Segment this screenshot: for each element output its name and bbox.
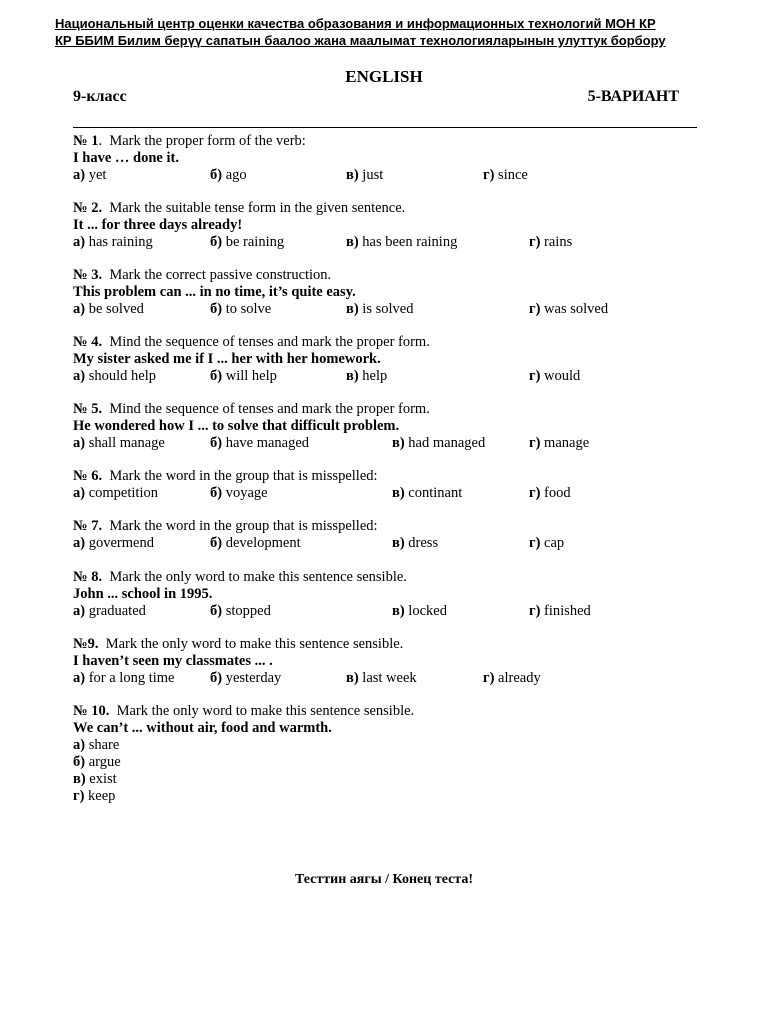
- option-d[interactable]: г) was solved: [529, 301, 609, 317]
- option-c[interactable]: в) is solved: [346, 301, 414, 317]
- option-b[interactable]: б) ago: [210, 167, 247, 183]
- option-b[interactable]: б) voyage: [210, 485, 268, 501]
- question-2: [73, 200, 697, 251]
- question-9: [73, 636, 697, 687]
- options-row: [73, 435, 697, 452]
- variant-label: 5-ВАРИАНТ: [587, 88, 679, 105]
- option-c[interactable]: в) has been raining: [346, 234, 458, 250]
- question-sentence: I have … done it.: [73, 150, 179, 166]
- question-sentence: This problem can ... in no time, it’s quite easy.: [73, 284, 356, 300]
- question-sentence: We can’t ... without air, food and warmth.: [73, 720, 332, 736]
- option-a[interactable]: а) share: [73, 737, 120, 753]
- question-number: № 4.: [73, 334, 103, 350]
- question-number: № 5.: [73, 401, 103, 417]
- question-number: № 1: [73, 133, 99, 149]
- question-instruction: Mark the suitable tense form in the given sentence.: [109, 200, 406, 216]
- question-number: № 2.: [73, 200, 103, 216]
- question-1: [73, 133, 697, 184]
- option-c[interactable]: в) last week: [346, 670, 417, 686]
- question-instruction: Mind the sequence of tenses and mark the proper form.: [109, 334, 430, 350]
- question-sentence: John ... school in 1995.: [73, 586, 213, 602]
- option-d[interactable]: г) would: [529, 368, 581, 384]
- question-number: № 7.: [73, 518, 103, 534]
- question-number: № 3.: [73, 267, 103, 283]
- option-c[interactable]: в) locked: [392, 603, 447, 619]
- option-d[interactable]: г) cap: [529, 535, 565, 551]
- question-stem: [73, 468, 697, 485]
- option-b[interactable]: б) yesterday: [210, 670, 282, 686]
- option-b[interactable]: б) will help: [210, 368, 277, 384]
- header-divider: [73, 127, 697, 128]
- option-d[interactable]: г) rains: [529, 234, 573, 250]
- options-row: [73, 603, 697, 620]
- question-stem: [73, 518, 697, 535]
- question-stem: [73, 334, 697, 351]
- question-number: №9.: [73, 636, 99, 652]
- question-stem: [73, 703, 697, 720]
- option-c[interactable]: в) dress: [392, 535, 439, 551]
- option-a[interactable]: а) has raining: [73, 234, 153, 250]
- question-number: № 6.: [73, 468, 103, 484]
- option-b[interactable]: б) argue: [73, 754, 121, 770]
- question-stem: [73, 401, 697, 418]
- question-4: [73, 334, 697, 385]
- question-stem: [73, 569, 697, 586]
- question-stem: [73, 200, 697, 217]
- question-instruction: Mark the only word to make this sentence sensible.: [105, 636, 404, 652]
- question-5: [73, 401, 697, 452]
- question-10: [73, 703, 697, 805]
- option-d[interactable]: г) finished: [529, 603, 591, 619]
- header-line-2: КР ББИМ Билим берүү сапатын баалоо жана маалымат технологияларынын улуттук борбору: [55, 33, 666, 48]
- question-stem: [73, 636, 697, 653]
- option-a[interactable]: а) govermend: [73, 535, 154, 551]
- question-stem: № 1. Mark the proper form of the verb:: [73, 133, 306, 149]
- question-8: [73, 569, 697, 620]
- question-instruction: Mark the proper form of the verb:: [109, 133, 306, 149]
- option-d[interactable]: г) already: [483, 670, 541, 686]
- option-b[interactable]: б) to solve: [210, 301, 272, 317]
- option-a[interactable]: а) yet: [73, 167, 107, 183]
- question-sentence: It ... for three days already!: [73, 217, 243, 233]
- question-instruction: Mark the correct passive construction.: [109, 267, 332, 283]
- question-3: [73, 267, 697, 318]
- subject-title: ENGLISH: [345, 67, 423, 86]
- option-d[interactable]: г) food: [529, 485, 571, 501]
- option-b[interactable]: б) be raining: [210, 234, 285, 250]
- option-c[interactable]: в) exist: [73, 771, 117, 787]
- options-row: [73, 485, 697, 502]
- question-number: № 8.: [73, 569, 103, 585]
- option-c[interactable]: в) had managed: [392, 435, 486, 451]
- option-d[interactable]: г) keep: [73, 788, 116, 804]
- options-row: [73, 368, 697, 385]
- question-sentence: He wondered how I ... to solve that difficult problem.: [73, 418, 400, 434]
- options-row: [73, 167, 697, 184]
- option-a[interactable]: а) shall manage: [73, 435, 165, 451]
- question-6: [73, 468, 697, 502]
- question-sentence: My sister asked me if I ... her with her homework.: [73, 351, 381, 367]
- question-7: [73, 518, 697, 552]
- options-row: [73, 535, 697, 552]
- header-line-1: Национальный центр оценки качества образования и информационных технологий МОН КР: [55, 16, 656, 31]
- question-sentence: I haven’t seen my classmates ... .: [73, 653, 273, 669]
- option-a[interactable]: а) should help: [73, 368, 156, 384]
- option-a[interactable]: а) for a long time: [73, 670, 175, 686]
- question-instruction: Mark the only word to make this sentence sensible.: [109, 569, 407, 585]
- option-b[interactable]: б) stopped: [210, 603, 271, 619]
- grade-label: 9-класс: [73, 88, 127, 105]
- option-c[interactable]: в) continant: [392, 485, 463, 501]
- question-instruction: Mark the word in the group that is misspelled:: [109, 468, 378, 484]
- options-row: [73, 670, 697, 687]
- question-instruction: Mind the sequence of tenses and mark the proper form.: [109, 401, 430, 417]
- option-a[interactable]: а) competition: [73, 485, 158, 501]
- option-d[interactable]: г) since: [483, 167, 528, 183]
- options-row: [73, 234, 697, 251]
- option-a[interactable]: а) be solved: [73, 301, 144, 317]
- question-instruction: Mark the only word to make this sentence sensible.: [116, 703, 415, 719]
- option-d[interactable]: г) manage: [529, 435, 590, 451]
- option-c[interactable]: в) just: [346, 167, 384, 183]
- question-instruction: Mark the word in the group that is misspelled:: [109, 518, 378, 534]
- question-stem: [73, 267, 697, 284]
- end-of-test-note: Тесттин аягы / Конец теста!: [294, 872, 474, 887]
- option-b[interactable]: б) have managed: [210, 435, 310, 451]
- options-row: [73, 301, 697, 318]
- option-c[interactable]: в) help: [346, 368, 388, 384]
- question-number: № 10.: [73, 703, 110, 719]
- option-a[interactable]: а) graduated: [73, 603, 146, 619]
- option-b[interactable]: б) development: [210, 535, 301, 551]
